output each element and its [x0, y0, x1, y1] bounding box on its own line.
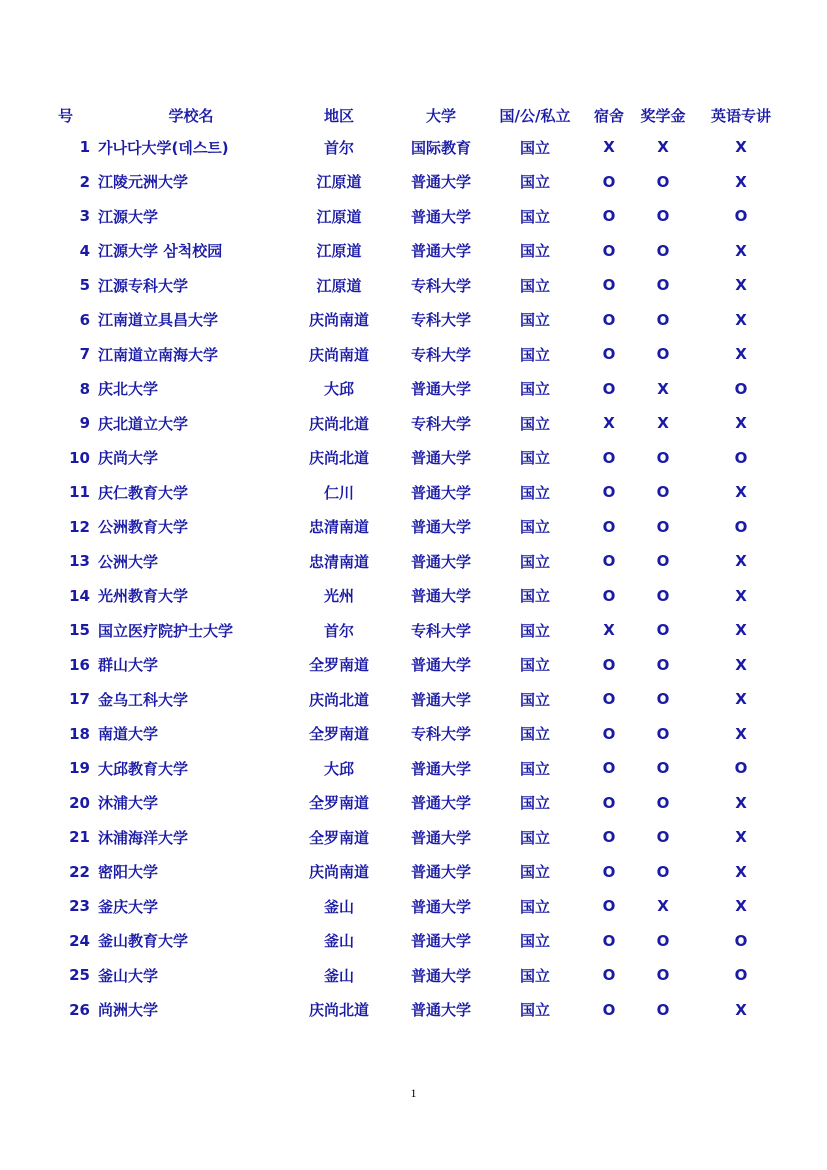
university-type: 专科大学	[410, 276, 471, 295]
region: 大邱	[323, 759, 354, 778]
row-number: 6	[79, 310, 90, 329]
ownership-type: 国立	[519, 966, 550, 985]
scholarship-mark: O	[656, 448, 670, 467]
english-lecture-mark: X	[735, 724, 747, 743]
region: 首尔	[323, 621, 354, 640]
school-name: 尚洲大学	[98, 1001, 159, 1020]
scholarship-mark: O	[656, 241, 670, 260]
ownership-type: 国立	[519, 1001, 550, 1020]
table-row	[46, 682, 792, 717]
school-name: 釜庆大学	[98, 897, 159, 916]
row-number: 1	[79, 138, 90, 157]
scholarship-mark: O	[656, 690, 670, 709]
university-type: 普通大学	[410, 173, 471, 192]
dormitory-mark: O	[602, 724, 616, 743]
dormitory-mark: O	[602, 241, 616, 260]
university-type: 普通大学	[410, 759, 471, 778]
ownership-type: 国立	[519, 207, 550, 226]
row-number: 16	[69, 655, 90, 674]
row-number: 14	[69, 586, 90, 605]
region: 庆尚南道	[308, 311, 369, 330]
dormitory-mark: O	[602, 345, 616, 364]
university-type: 普通大学	[410, 207, 471, 226]
table-row	[46, 441, 792, 476]
table-row	[46, 199, 792, 234]
dormitory-mark: O	[602, 310, 616, 329]
english-lecture-mark: X	[735, 897, 747, 916]
ownership-type: 国立	[519, 656, 550, 675]
region: 庆尚北道	[308, 1001, 369, 1020]
school-name: 大邱教育大学	[98, 759, 189, 778]
scholarship-mark: O	[656, 828, 670, 847]
school-name: 金乌工科大学	[98, 690, 189, 709]
region: 全罗南道	[308, 828, 369, 847]
english-lecture-mark: X	[735, 552, 747, 571]
row-number: 4	[79, 241, 90, 260]
row-number: 7	[79, 345, 90, 364]
school-name: 沐浦海洋大学	[98, 828, 189, 847]
university-type: 普通大学	[410, 380, 471, 399]
row-number: 8	[79, 379, 90, 398]
region: 首尔	[323, 138, 354, 157]
table-row	[46, 165, 792, 200]
english-lecture-mark: X	[735, 793, 747, 812]
table-row	[46, 924, 792, 959]
scholarship-mark: O	[656, 517, 670, 536]
english-lecture-mark: O	[734, 759, 748, 778]
page-number: 1	[410, 1086, 417, 1100]
university-type: 专科大学	[410, 311, 471, 330]
table-row	[46, 889, 792, 924]
region: 江原道	[316, 276, 362, 295]
dormitory-mark: X	[603, 138, 615, 157]
scholarship-mark: O	[656, 483, 670, 502]
school-name: 南道大学	[98, 725, 159, 744]
english-lecture-mark: O	[734, 448, 748, 467]
school-name: 庆仁教育大学	[98, 483, 189, 502]
scholarship-mark: O	[656, 655, 670, 674]
university-table	[46, 100, 792, 1027]
ownership-type: 国立	[519, 690, 550, 709]
scholarship-mark: O	[656, 621, 670, 640]
university-type: 普通大学	[410, 242, 471, 261]
dormitory-mark: O	[602, 1000, 616, 1019]
region: 庆尚北道	[308, 414, 369, 433]
english-lecture-mark: O	[734, 207, 748, 226]
university-type: 普通大学	[410, 828, 471, 847]
table-row	[46, 751, 792, 786]
university-type: 普通大学	[410, 932, 471, 951]
table-row	[46, 337, 792, 372]
table-row	[46, 786, 792, 821]
row-number: 10	[69, 448, 90, 467]
university-type: 专科大学	[410, 621, 471, 640]
university-type: 普通大学	[410, 552, 471, 571]
english-lecture-mark: O	[734, 517, 748, 536]
ownership-type: 国立	[519, 552, 550, 571]
table-row	[46, 993, 792, 1028]
row-number: 15	[69, 621, 90, 640]
ownership-type: 国立	[519, 483, 550, 502]
ownership-type: 国立	[519, 380, 550, 399]
region: 忠清南道	[308, 552, 369, 571]
school-name: 庆尚大学	[98, 449, 159, 468]
english-lecture-mark: X	[735, 276, 747, 295]
english-lecture-mark: X	[735, 690, 747, 709]
header-school-name: 学校名	[168, 106, 214, 125]
ownership-type: 国立	[519, 311, 550, 330]
row-number: 23	[69, 897, 90, 916]
school-name: 群山大学	[98, 656, 159, 675]
university-type: 国际教育	[410, 138, 471, 157]
region: 庆尚南道	[308, 345, 369, 364]
row-number: 5	[79, 276, 90, 295]
row-number: 9	[79, 414, 90, 433]
ownership-type: 国立	[519, 242, 550, 261]
table-row	[46, 579, 792, 614]
school-name: 密阳大学	[98, 863, 159, 882]
dormitory-mark: O	[602, 379, 616, 398]
school-name: 釜山教育大学	[98, 932, 189, 951]
dormitory-mark: O	[602, 655, 616, 674]
region: 釜山	[323, 966, 354, 985]
region: 釜山	[323, 932, 354, 951]
school-name: 江源大学 삼척校园	[98, 242, 223, 261]
region: 庆尚南道	[308, 863, 369, 882]
table-row	[46, 510, 792, 545]
region: 全罗南道	[308, 794, 369, 813]
university-type: 普通大学	[410, 587, 471, 606]
dormitory-mark: O	[602, 862, 616, 881]
dormitory-mark: O	[602, 207, 616, 226]
university-type: 普通大学	[410, 897, 471, 916]
scholarship-mark: O	[656, 345, 670, 364]
row-number: 21	[69, 828, 90, 847]
english-lecture-mark: X	[735, 414, 747, 433]
university-type: 普通大学	[410, 690, 471, 709]
school-name: 江源大学	[98, 207, 159, 226]
university-type: 专科大学	[410, 345, 471, 364]
dormitory-mark: X	[603, 621, 615, 640]
scholarship-mark: X	[657, 379, 669, 398]
university-type: 普通大学	[410, 656, 471, 675]
school-name: 江陵元洲大学	[98, 173, 189, 192]
university-type: 普通大学	[410, 863, 471, 882]
school-name: 光州教育大学	[98, 587, 189, 606]
scholarship-mark: O	[656, 966, 670, 985]
ownership-type: 国立	[519, 345, 550, 364]
header-english: 英语专讲	[710, 106, 771, 125]
header-region: 地区	[323, 106, 354, 125]
english-lecture-mark: X	[735, 586, 747, 605]
ownership-type: 国立	[519, 518, 550, 537]
table-row	[46, 648, 792, 683]
english-lecture-mark: X	[735, 621, 747, 640]
table-row	[46, 717, 792, 752]
region: 江原道	[316, 173, 362, 192]
row-number: 25	[69, 966, 90, 985]
university-type: 普通大学	[410, 518, 471, 537]
ownership-type: 国立	[519, 863, 550, 882]
table-header-row	[46, 100, 792, 130]
school-name: 釜山大学	[98, 966, 159, 985]
english-lecture-mark: X	[735, 828, 747, 847]
dormitory-mark: O	[602, 586, 616, 605]
english-lecture-mark: X	[735, 1000, 747, 1019]
ownership-type: 国立	[519, 173, 550, 192]
scholarship-mark: O	[656, 1000, 670, 1019]
table-row	[46, 855, 792, 890]
scholarship-mark: O	[656, 586, 670, 605]
english-lecture-mark: X	[735, 655, 747, 674]
english-lecture-mark: X	[735, 483, 747, 502]
region: 庆尚北道	[308, 690, 369, 709]
table-row	[46, 130, 792, 165]
ownership-type: 国立	[519, 621, 550, 640]
school-name: 江南道立南海大学	[98, 345, 219, 364]
region: 庆尚北道	[308, 449, 369, 468]
scholarship-mark: O	[656, 759, 670, 778]
ownership-type: 国立	[519, 587, 550, 606]
dormitory-mark: O	[602, 759, 616, 778]
row-number: 12	[69, 517, 90, 536]
scholarship-mark: X	[657, 414, 669, 433]
university-type: 普通大学	[410, 794, 471, 813]
scholarship-mark: X	[657, 897, 669, 916]
scholarship-mark: O	[656, 310, 670, 329]
row-number: 13	[69, 552, 90, 571]
table-row	[46, 613, 792, 648]
scholarship-mark: O	[656, 172, 670, 191]
ownership-type: 国立	[519, 759, 550, 778]
dormitory-mark: O	[602, 828, 616, 847]
table-row	[46, 820, 792, 855]
university-type: 专科大学	[410, 414, 471, 433]
school-name: 公洲教育大学	[98, 518, 189, 537]
table-row	[46, 475, 792, 510]
school-name: 国立医疗院护士大学	[98, 621, 234, 640]
row-number: 22	[69, 862, 90, 881]
english-lecture-mark: X	[735, 138, 747, 157]
university-type: 普通大学	[410, 449, 471, 468]
ownership-type: 国立	[519, 828, 550, 847]
scholarship-mark: O	[656, 207, 670, 226]
row-number: 24	[69, 931, 90, 950]
table-row	[46, 268, 792, 303]
dormitory-mark: O	[602, 931, 616, 950]
table-row	[46, 544, 792, 579]
region: 忠清南道	[308, 518, 369, 537]
english-lecture-mark: X	[735, 310, 747, 329]
english-lecture-mark: X	[735, 862, 747, 881]
dormitory-mark: O	[602, 793, 616, 812]
dormitory-mark: X	[603, 414, 615, 433]
header-dormitory: 宿舍	[593, 106, 624, 125]
table-row	[46, 234, 792, 269]
dormitory-mark: O	[602, 552, 616, 571]
region: 全罗南道	[308, 656, 369, 675]
row-number: 18	[69, 724, 90, 743]
header-scholarship: 奖学金	[640, 106, 686, 125]
english-lecture-mark: X	[735, 241, 747, 260]
region: 全罗南道	[308, 725, 369, 744]
row-number: 11	[69, 483, 90, 502]
ownership-type: 国立	[519, 932, 550, 951]
header-type: 国/公/私立	[499, 106, 571, 125]
english-lecture-mark: O	[734, 966, 748, 985]
scholarship-mark: O	[656, 724, 670, 743]
ownership-type: 国立	[519, 276, 550, 295]
english-lecture-mark: O	[734, 931, 748, 950]
region: 江原道	[316, 242, 362, 261]
region: 大邱	[323, 380, 354, 399]
university-type: 专科大学	[410, 725, 471, 744]
dormitory-mark: O	[602, 690, 616, 709]
dormitory-mark: O	[602, 276, 616, 295]
university-type: 普通大学	[410, 1001, 471, 1020]
ownership-type: 国立	[519, 414, 550, 433]
dormitory-mark: O	[602, 448, 616, 467]
school-name: 沐浦大学	[98, 794, 159, 813]
row-number: 3	[79, 207, 90, 226]
region: 釜山	[323, 897, 354, 916]
ownership-type: 国立	[519, 725, 550, 744]
english-lecture-mark: X	[735, 172, 747, 191]
ownership-type: 国立	[519, 449, 550, 468]
dormitory-mark: O	[602, 897, 616, 916]
english-lecture-mark: O	[734, 379, 748, 398]
school-name: 公洲大学	[98, 552, 159, 571]
ownership-type: 国立	[519, 138, 550, 157]
row-number: 19	[69, 759, 90, 778]
scholarship-mark: O	[656, 931, 670, 950]
header-no: 号	[58, 106, 74, 125]
row-number: 17	[69, 690, 90, 709]
school-name: 江南道立具昌大学	[98, 311, 219, 330]
row-number: 20	[69, 793, 90, 812]
scholarship-mark: O	[656, 276, 670, 295]
school-name: 庆北大学	[98, 380, 159, 399]
region: 仁川	[323, 483, 354, 502]
ownership-type: 国立	[519, 794, 550, 813]
english-lecture-mark: X	[735, 345, 747, 364]
scholarship-mark: X	[657, 138, 669, 157]
university-type: 普通大学	[410, 483, 471, 502]
school-name: 庆北道立大学	[98, 414, 189, 433]
table-row	[46, 406, 792, 441]
scholarship-mark: O	[656, 793, 670, 812]
region: 江原道	[316, 207, 362, 226]
table-body	[46, 130, 792, 1027]
dormitory-mark: O	[602, 483, 616, 502]
region: 光州	[323, 587, 354, 606]
row-number: 2	[79, 172, 90, 191]
school-name: 가나다大学(데스트)	[98, 138, 229, 157]
ownership-type: 国立	[519, 897, 550, 916]
university-type: 普通大学	[410, 966, 471, 985]
row-number: 26	[69, 1000, 90, 1019]
dormitory-mark: O	[602, 966, 616, 985]
table-row	[46, 372, 792, 407]
scholarship-mark: O	[656, 552, 670, 571]
school-name: 江源专科大学	[98, 276, 189, 295]
table-row	[46, 303, 792, 338]
header-university: 大学	[425, 106, 456, 125]
table-row	[46, 958, 792, 993]
scholarship-mark: O	[656, 862, 670, 881]
dormitory-mark: O	[602, 517, 616, 536]
dormitory-mark: O	[602, 172, 616, 191]
